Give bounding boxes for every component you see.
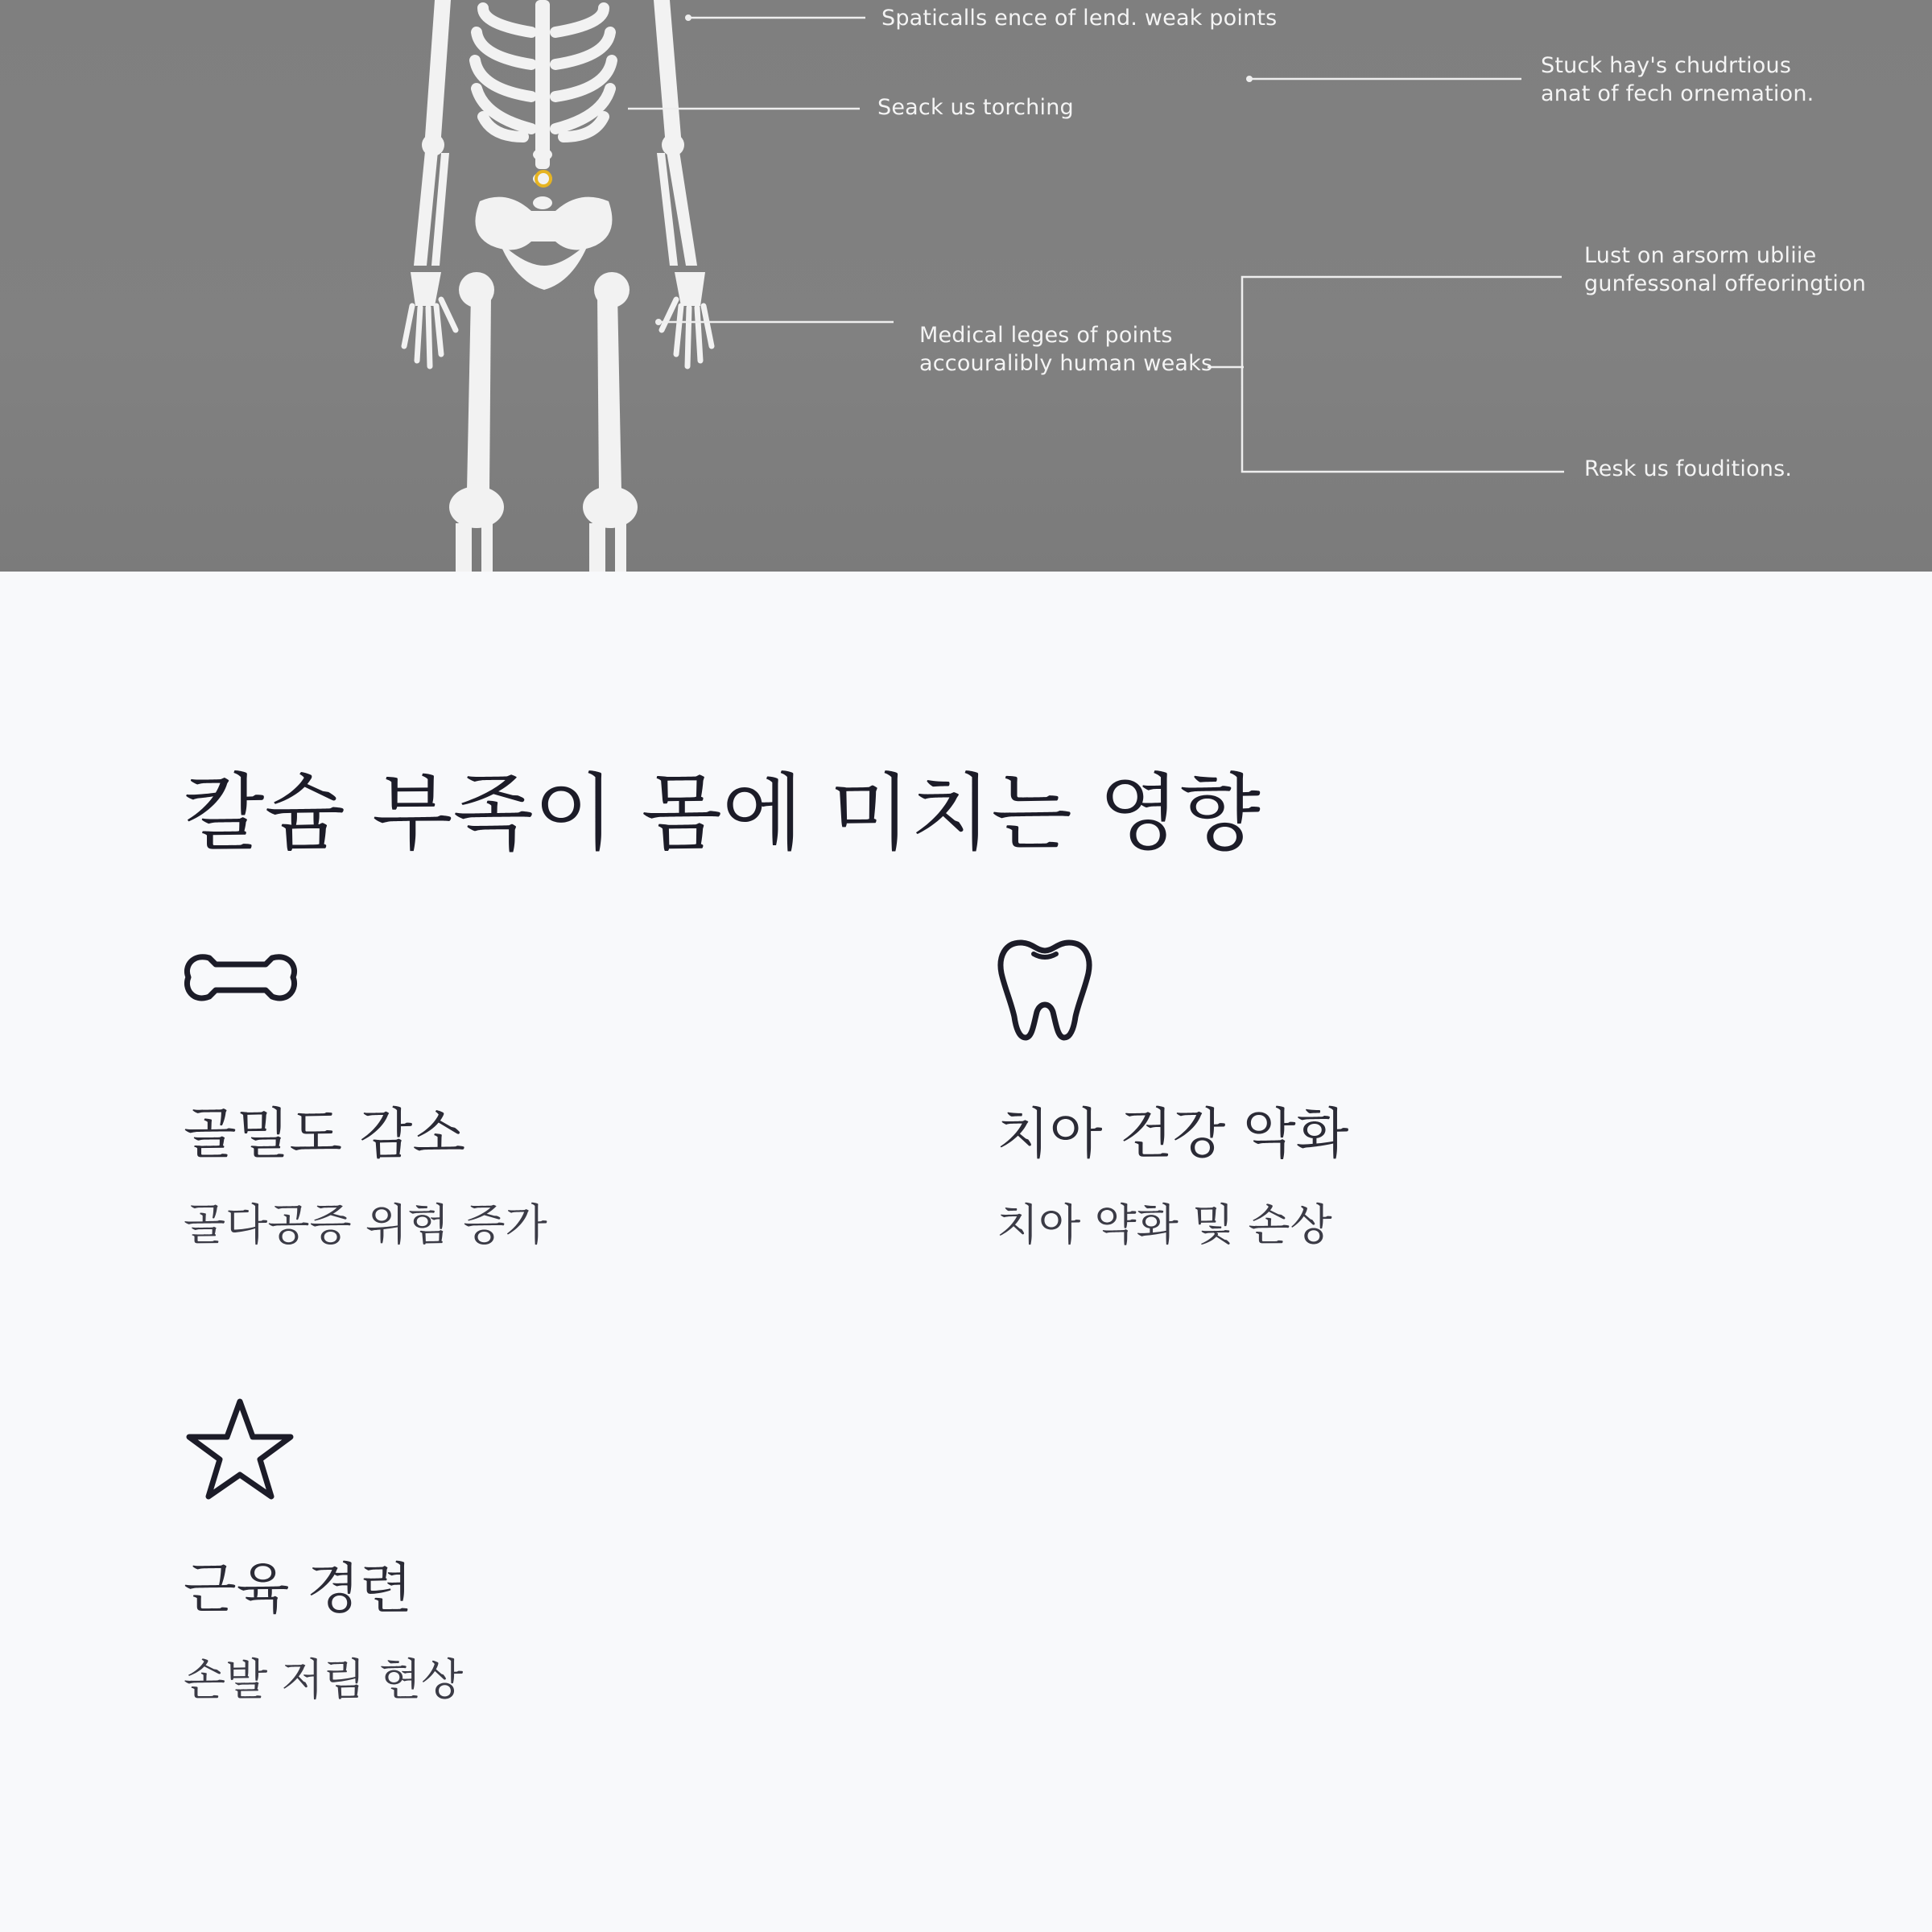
card-title: 치아 건강 악화 (997, 1103, 1349, 1166)
callout-3-line-1: Stuck hay's chudrtious (1541, 53, 1792, 78)
callout-1-line-1: Spaticalls ence of lend. weak points (881, 6, 1278, 31)
effect-card-dental-health (997, 938, 1721, 1276)
effect-card-bone-density (184, 942, 908, 1280)
callout-5-line-1: Lust on arsorm ubliie (1584, 243, 1817, 268)
callout-2 (877, 93, 1074, 122)
bone-icon (184, 942, 298, 1032)
callout-4-line-1: Medical leges of points (919, 323, 1173, 348)
card-description: 손발 저림 현상 (184, 1654, 464, 1705)
callout-4 (919, 321, 1212, 378)
callout-5-line-2: gunfessonal offeoringtion (1584, 271, 1867, 296)
hero-illustration (0, 0, 1932, 572)
callout-6-line-1: Resk us fouditions. (1584, 456, 1793, 481)
star-icon (184, 1397, 296, 1505)
callout-3-line-2: anat of fech ornemation. (1541, 81, 1814, 106)
callout-6 (1584, 455, 1792, 483)
callout-2-line-1: Seack us torching (877, 95, 1074, 120)
card-title: 근육 경련 (184, 1558, 413, 1621)
card-title: 골밀도 감소 (184, 1103, 466, 1166)
callout-4-line-2: accouralibly human weaks (919, 351, 1213, 376)
tooth-icon (997, 938, 1093, 1042)
section-title: 칼슘 부족이 몸에 미치는 영향 (184, 764, 1261, 862)
callout-5 (1584, 242, 1866, 298)
card-description: 치아 약화 및 손상 (997, 1199, 1332, 1250)
callout-3 (1541, 52, 1814, 108)
card-description: 골다공증 위험 증가 (184, 1199, 547, 1250)
effect-card-muscle-cramp (184, 1397, 908, 1735)
callout-1 (881, 4, 1277, 32)
